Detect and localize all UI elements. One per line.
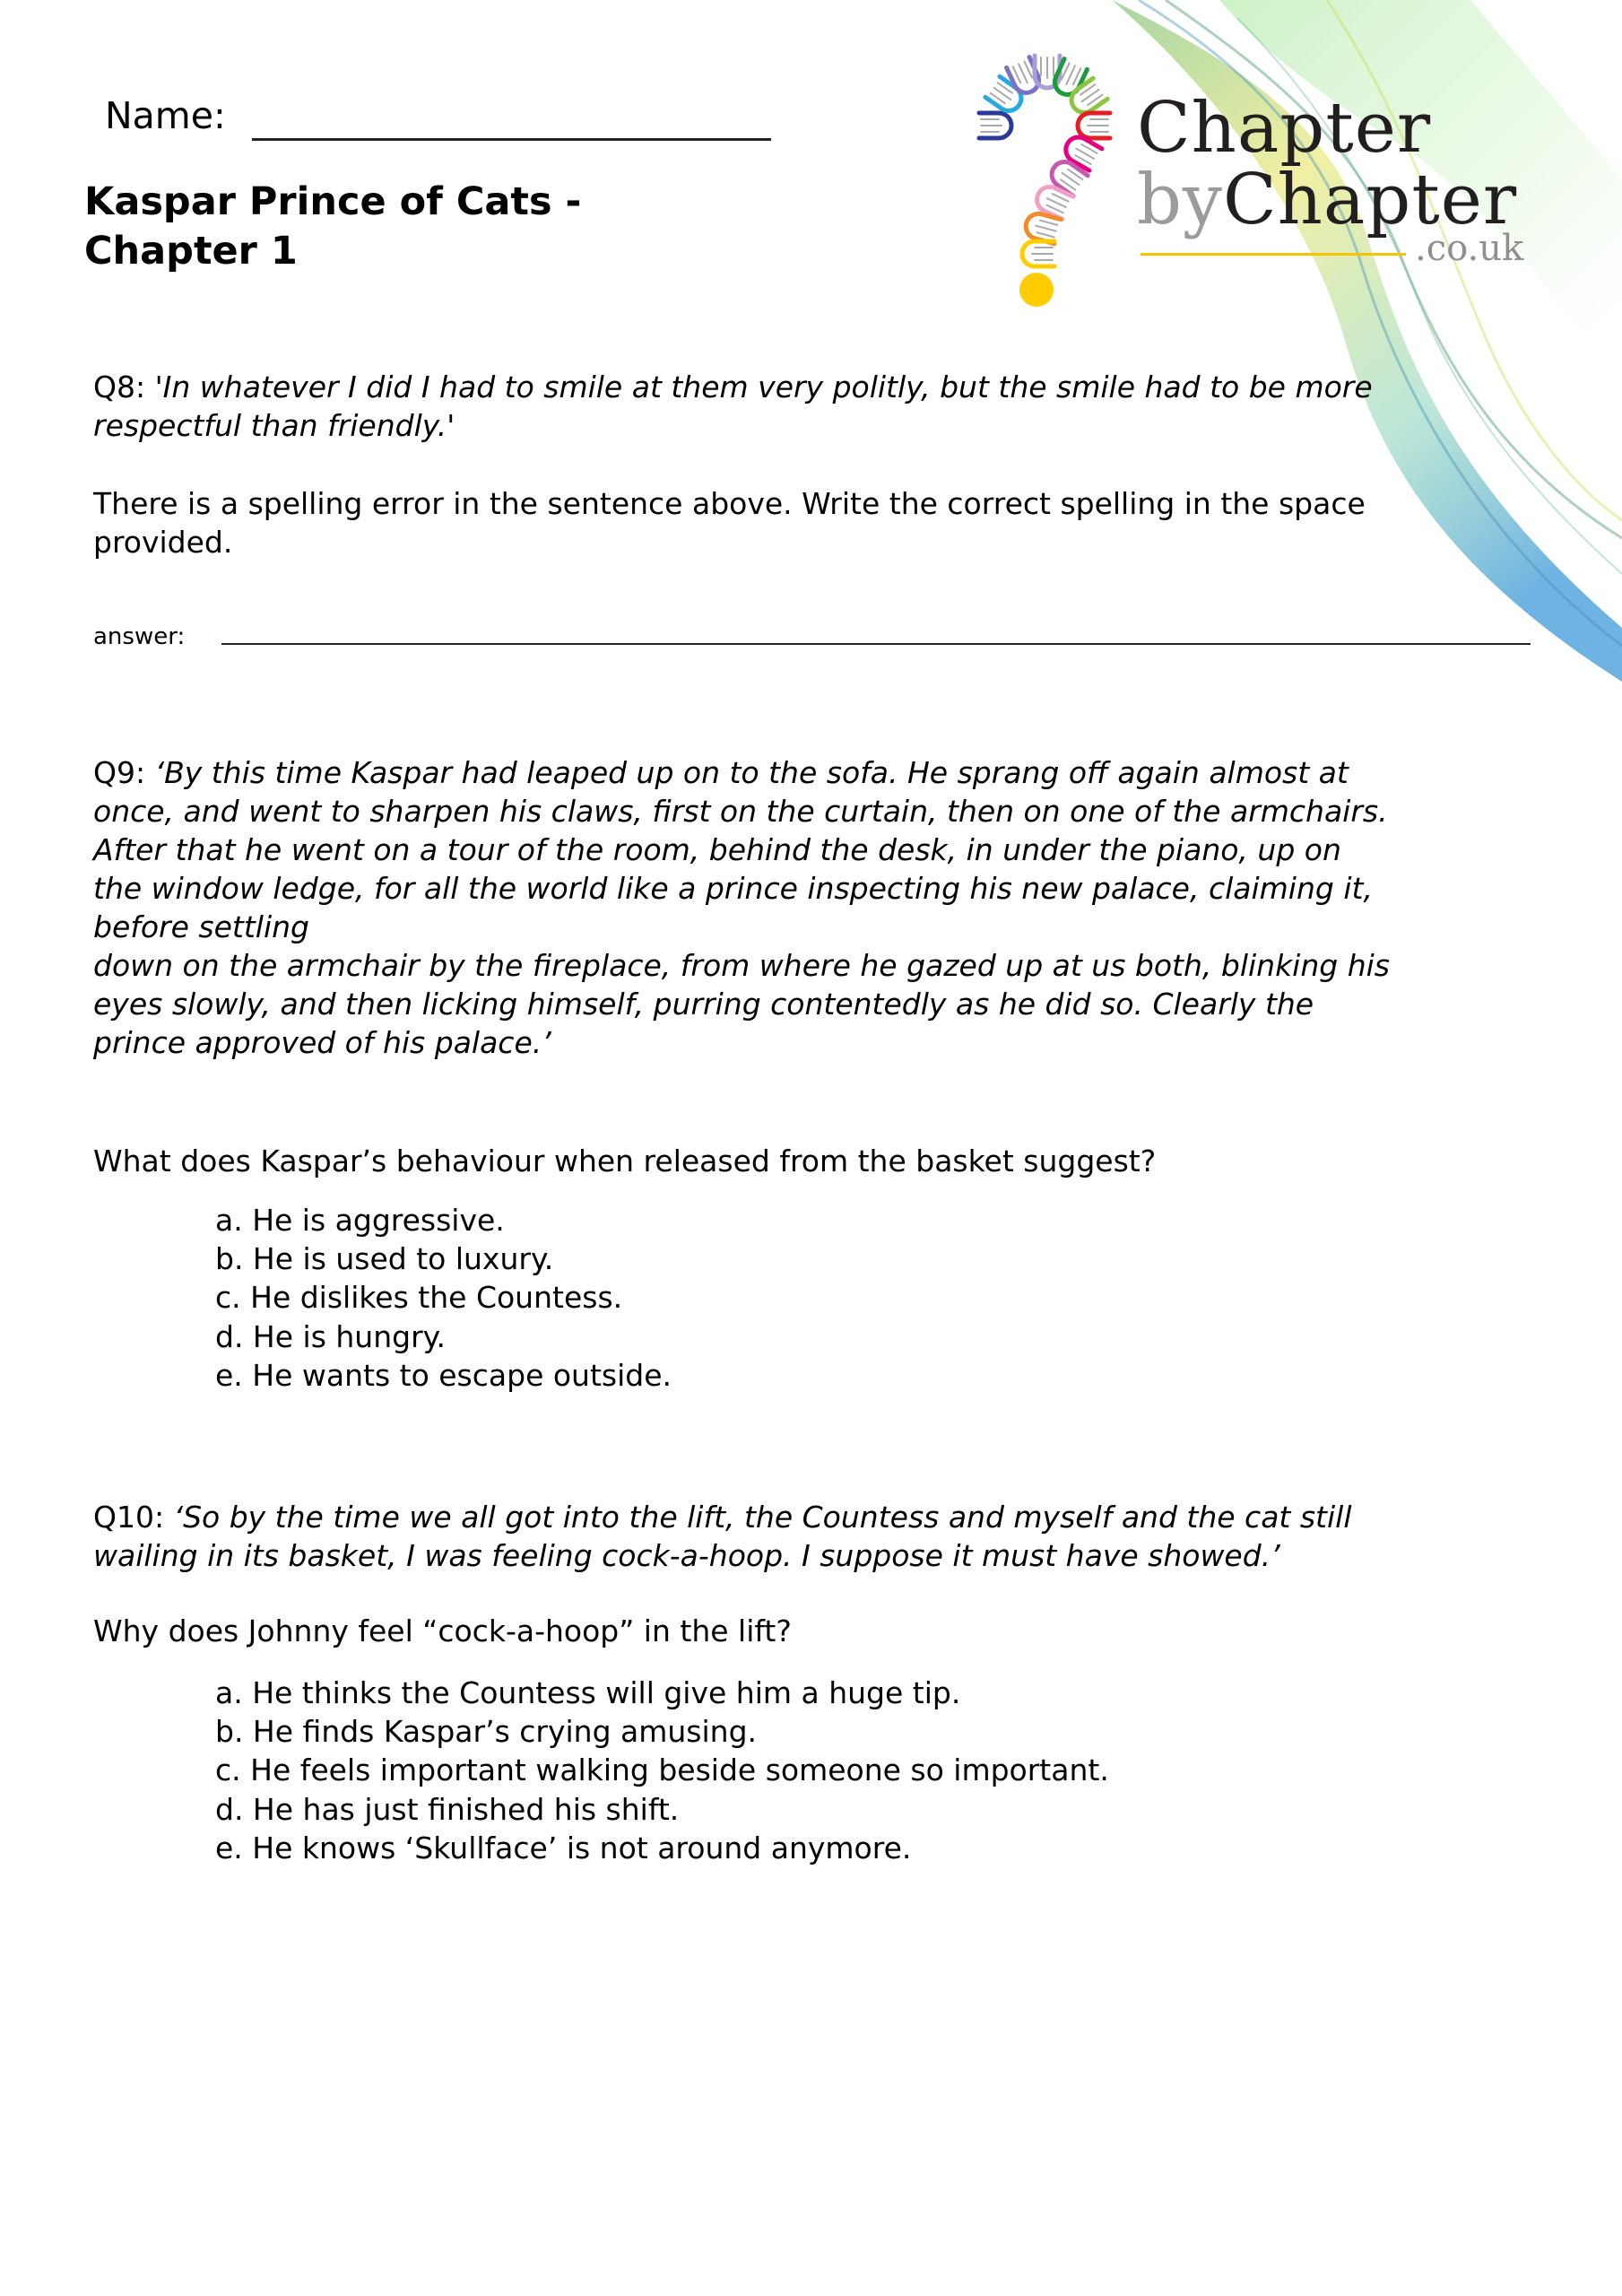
q10-option-a[interactable]: a. He thinks the Countess will give him a huge tip. (215, 1675, 961, 1710)
name-input-line[interactable] (252, 138, 771, 141)
q10-quote-line: wailing in its basket, I was feeling cock-a-hoop. I suppose it must have showed.’ (93, 1538, 1280, 1573)
q10-label: Q10: (93, 1500, 165, 1535)
q9-quote-line: After that he went on a tour of the room, behind the desk, in under the piano, up on (93, 832, 1341, 867)
title-line-2: Chapter 1 (84, 229, 298, 274)
q10-passage (93, 1498, 1537, 1575)
q10-option-b[interactable]: b. He finds Kaspar’s crying amusing. (215, 1714, 758, 1750)
q8-passage (93, 368, 1537, 445)
q9-prompt: What does Kaspar’s behaviour when released from the basket suggest? (93, 1144, 1157, 1178)
q8-quote-line: 'In whatever I did I had to smile at them very politly, but the smile had to be more (154, 370, 1373, 404)
q9-option-c[interactable]: c. He dislikes the Countess. (215, 1280, 623, 1316)
logo-domain-suffix: .co.uk (1415, 228, 1524, 269)
q8-prompt (93, 484, 1537, 561)
q9-option-b[interactable]: b. He is used to luxury. (215, 1241, 554, 1277)
q8-prompt-line: There is a spelling error in the sentence above. Write the correct spelling in the space (93, 486, 1366, 521)
q9-quote-line: once, and went to sharpen his claws, first on the curtain, then on one of the armchairs. (93, 794, 1388, 829)
q8-label: Q8: (93, 370, 146, 404)
logo-wordmark-chapter: Chapter (1223, 160, 1518, 240)
q10-option-d[interactable]: d. He has just finished his shift. (215, 1791, 680, 1827)
q9-label: Q9: (93, 755, 146, 790)
q9-option-d[interactable]: d. He is hungry. (215, 1318, 446, 1354)
logo-wordmark-line-2 (1137, 160, 1518, 240)
logo-wordmark-by: by (1137, 160, 1223, 240)
q10-option-c[interactable]: c. He feels important walking beside someone so important. (215, 1752, 1109, 1788)
q9-passage (93, 753, 1537, 1062)
q9-quote-line: ‘By this time Kaspar had leaped up on to the sofa. He sprang off again almost at (154, 755, 1349, 790)
q9-quote-line: eyes slowly, and then licking himself, purring contentedly as he did so. Clearly the (93, 987, 1314, 1022)
logo-underline (1141, 253, 1406, 256)
logo-wordmark-line-1: Chapter (1137, 88, 1432, 169)
q10-quote-line: ‘So by the time we all got into the lift, the Countess and myself and the cat still (173, 1500, 1352, 1535)
q8-quote-line: respectful than friendly.' (93, 408, 455, 443)
q10-prompt: Why does Johnny feel “cock-a-hoop” in the lift? (93, 1613, 792, 1648)
q9-quote-line: prince approved of his palace.’ (93, 1025, 551, 1060)
answer-input-line[interactable] (221, 643, 1531, 645)
q10-options (215, 1674, 1109, 1867)
title-line-1: Kaspar Prince of Cats - (84, 179, 582, 224)
q9-option-e[interactable]: e. He wants to escape outside. (215, 1357, 672, 1393)
worksheet-title (84, 178, 712, 276)
q9-quote-line: down on the armchair by the fireplace, from where he gazed up at us both, blinking his (93, 948, 1390, 983)
q9-option-a[interactable]: a. He is aggressive. (215, 1203, 505, 1238)
q10-option-e[interactable]: e. He knows ‘Skullface’ is not around anymore. (215, 1830, 912, 1866)
q9-quote-line: the window ledge, for all the world like a prince inspecting his new palace, claiming it, (93, 871, 1373, 906)
q8-prompt-line: provided. (93, 525, 233, 560)
q9-options (215, 1201, 672, 1395)
answer-label: answer: (93, 623, 186, 650)
q9-quote-line: before settling (93, 909, 309, 944)
books-question-mark-logo-icon (968, 52, 1121, 308)
name-label: Name: (105, 94, 226, 137)
